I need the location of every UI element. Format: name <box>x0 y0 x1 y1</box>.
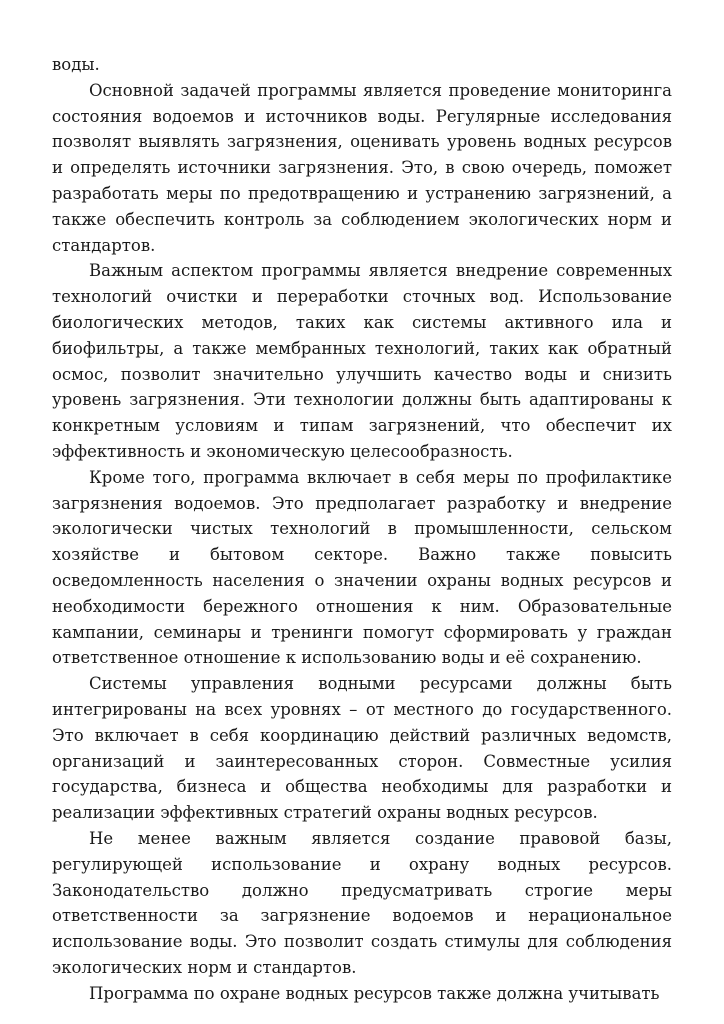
document-page <box>52 52 672 1006</box>
paragraph-continuation: воды. <box>52 55 100 74</box>
paragraph-program-continued: Программа по охране водных ресурсов также должна учитывать <box>89 983 660 1003</box>
paragraph-monitoring: Основной задачей программы является проведение мониторинга состояния водоемов и источников воды. Регулярные исследования позволят выявлять загрязнения, оценивать уровень водных ресурсов и определять источники загрязнения. Это, в свою очередь, поможет разработать меры по предотвращению и устранению загрязнений, а также обеспечить контроль за соблюдением экологических норм и стандартов. <box>52 80 672 255</box>
paragraph-treatment-technologies: Важным аспектом программы является внедрение современных технологий очистки и переработки сточных вод. Использование биологических методов, таких как системы активного ила и биофильтры, а также мембранных технологий, таких как обратный осмос, позволит значительно улучшить качество воды и снизить уровень загрязнения. Эти технологии должны быть адаптированы к конкретным условиям и типам загрязнений, что обеспечит их эффективность и экономическую целесообразность. <box>52 261 672 461</box>
paragraph-prevention: Кроме того, программа включает в себя меры по профилактике загрязнения водоемов. Это предполагает разработку и внедрение экологически чистых технологий в промышленности, сельском хозяйстве и бытовом секторе. Важно также повысить осведомленность населения о значении охраны водных ресурсов и необходимости бережного отношения к ним. Образовательные кампании, семинары и тренинги помогут сформировать у граждан ответственное отношение к использованию воды и её сохранению. <box>52 467 672 668</box>
paragraph-legal-framework: Не менее важным является создание правовой базы, регулирующей использование и охрану водных ресурсов. Законодательство должно предусматривать строгие меры ответственности за загрязнение водоемов и нерациональное использование воды. Это позволит создать стимулы для соблюдения экологических норм и стандартов. <box>52 828 672 977</box>
paragraph-management-systems: Системы управления водными ресурсами должны быть интегрированы на всех уровнях – от местного до государственного. Это включает в себя координацию действий различных ведомств, организаций и заинтересованных сторон. Совместные усилия государства, бизнеса и общества необходимы для разработки и реализации эффективных стратегий охраны водных ресурсов. <box>52 674 672 823</box>
